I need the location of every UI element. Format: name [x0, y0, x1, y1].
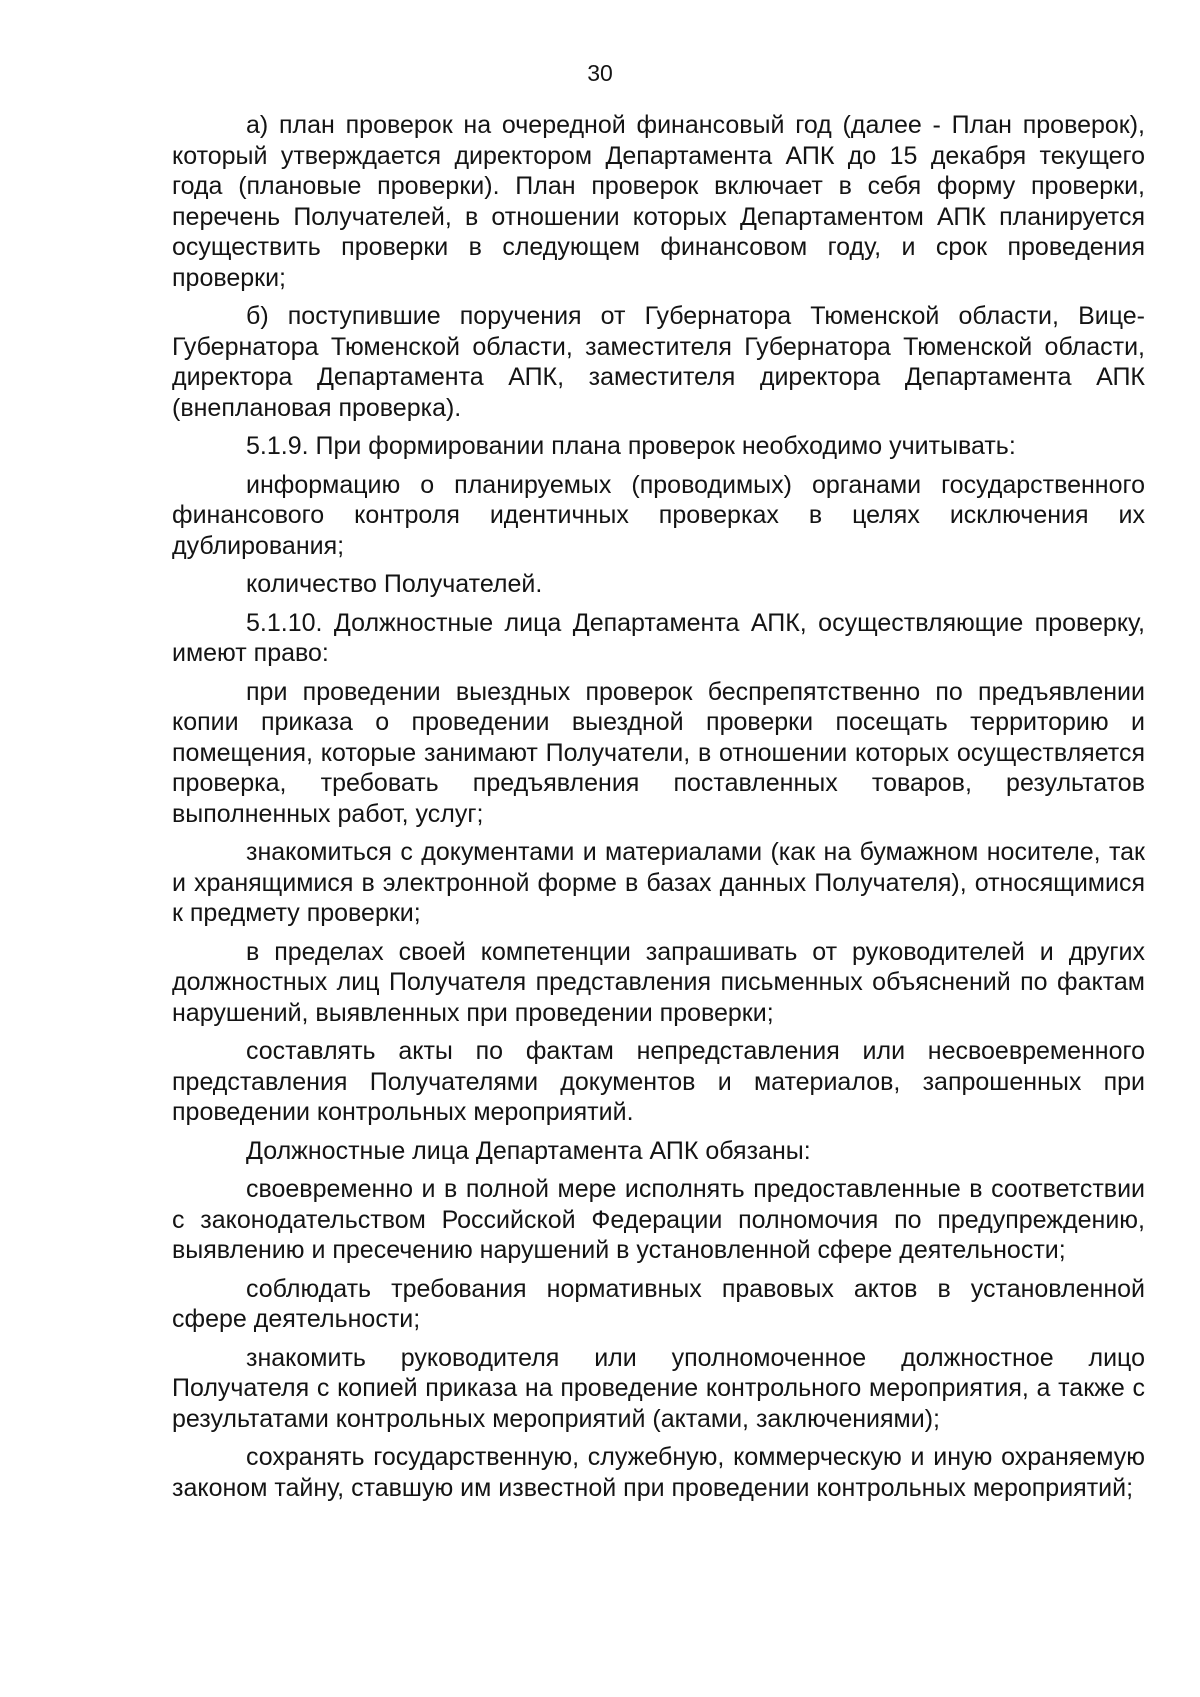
paragraph-obligations: Должностные лица Департамента АПК обязаны:	[246, 1136, 811, 1165]
paragraph-documents: знакомиться с документами и материалами (как на бумажном носителе, так и хранящимися в электронной форме в базах данных Получателя), относящимися к предмету проверки;	[172, 838, 1145, 927]
paragraph-5-1-10: 5.1.10. Должностные лица Департамента АПК, осуществляющие проверку, имеют право:	[172, 608, 1145, 667]
paragraph-information: информацию о планируемых (проводимых) органами государственного финансового контроля идентичных проверках в целях исключения их дублирования;	[172, 470, 1145, 560]
paragraph-recipients-count: количество Получателей.	[246, 570, 543, 598]
paragraph-powers: своевременно и в полной мере исполнять предоставленные в соответствии с законодательством Российской Федерации полномочия по предупреждению, выявлению и пресечению нарушений в установленной сфере деятельности;	[172, 1175, 1145, 1264]
paragraph-secrecy: сохранять государственную, служебную, коммерческую и иную охраняемую законом тайну, ставшую им известной при проведении контрольных мероприятий;	[172, 1443, 1145, 1502]
paragraph-site-visits: при проведении выездных проверок беспрепятственно по предъявлении копии приказа о проведении выездной проверки посещать территорию и помещения, которые занимают Получатели, в отношении которых осуществляется проверка, требовать предъявления поставленных товаров, результатов выполненных работ, услуг;	[172, 677, 1145, 828]
paragraph-compliance: соблюдать требования нормативных правовых актов в установленной сфере деятельности;	[172, 1274, 1145, 1333]
paragraph-acts: составлять акты по фактам непредставления или несвоевременного представления Получателями документов и материалов, запрошенных при проведении контрольных мероприятий.	[172, 1037, 1145, 1126]
paragraph-5-1-9: 5.1.9. При формировании плана проверок необходимо учитывать:	[246, 432, 1016, 460]
paragraph-explanations: в пределах своей компетенции запрашивать от руководителей и других должностных лиц Получателя представления письменных объяснений по фактам нарушений, выявленных при проведении проверки;	[172, 937, 1145, 1027]
paragraph-a-plan: а) план проверок на очередной финансовый год (далее - План проверок), который утверждается директором Департамента АПК до 15 декабря текущего года (плановые проверки). План проверок включает в себя форму проверки, перечень Получателей, в отношении которых Департаментом АПК планируется осуществить проверки в следующем финансовом году, и срок проведения проверки;	[172, 111, 1145, 292]
page-body	[172, 110, 1145, 1511]
paragraph-familiarize: знакомить руководителя или уполномоченное должностное лицо Получателя с копией приказа на проведение контрольного мероприятия, а также с результатами контрольных мероприятий (актами, заключениями);	[172, 1343, 1145, 1433]
paragraph-b-orders: б) поступившие поручения от Губернатора Тюменской области, Вице-Губернатора Тюменской области, заместителя Губернатора Тюменской области, директора Департамента АПК, заместителя директора Департамента АПК (внеплановая проверка).	[172, 302, 1145, 422]
page-number: 30	[587, 60, 613, 86]
